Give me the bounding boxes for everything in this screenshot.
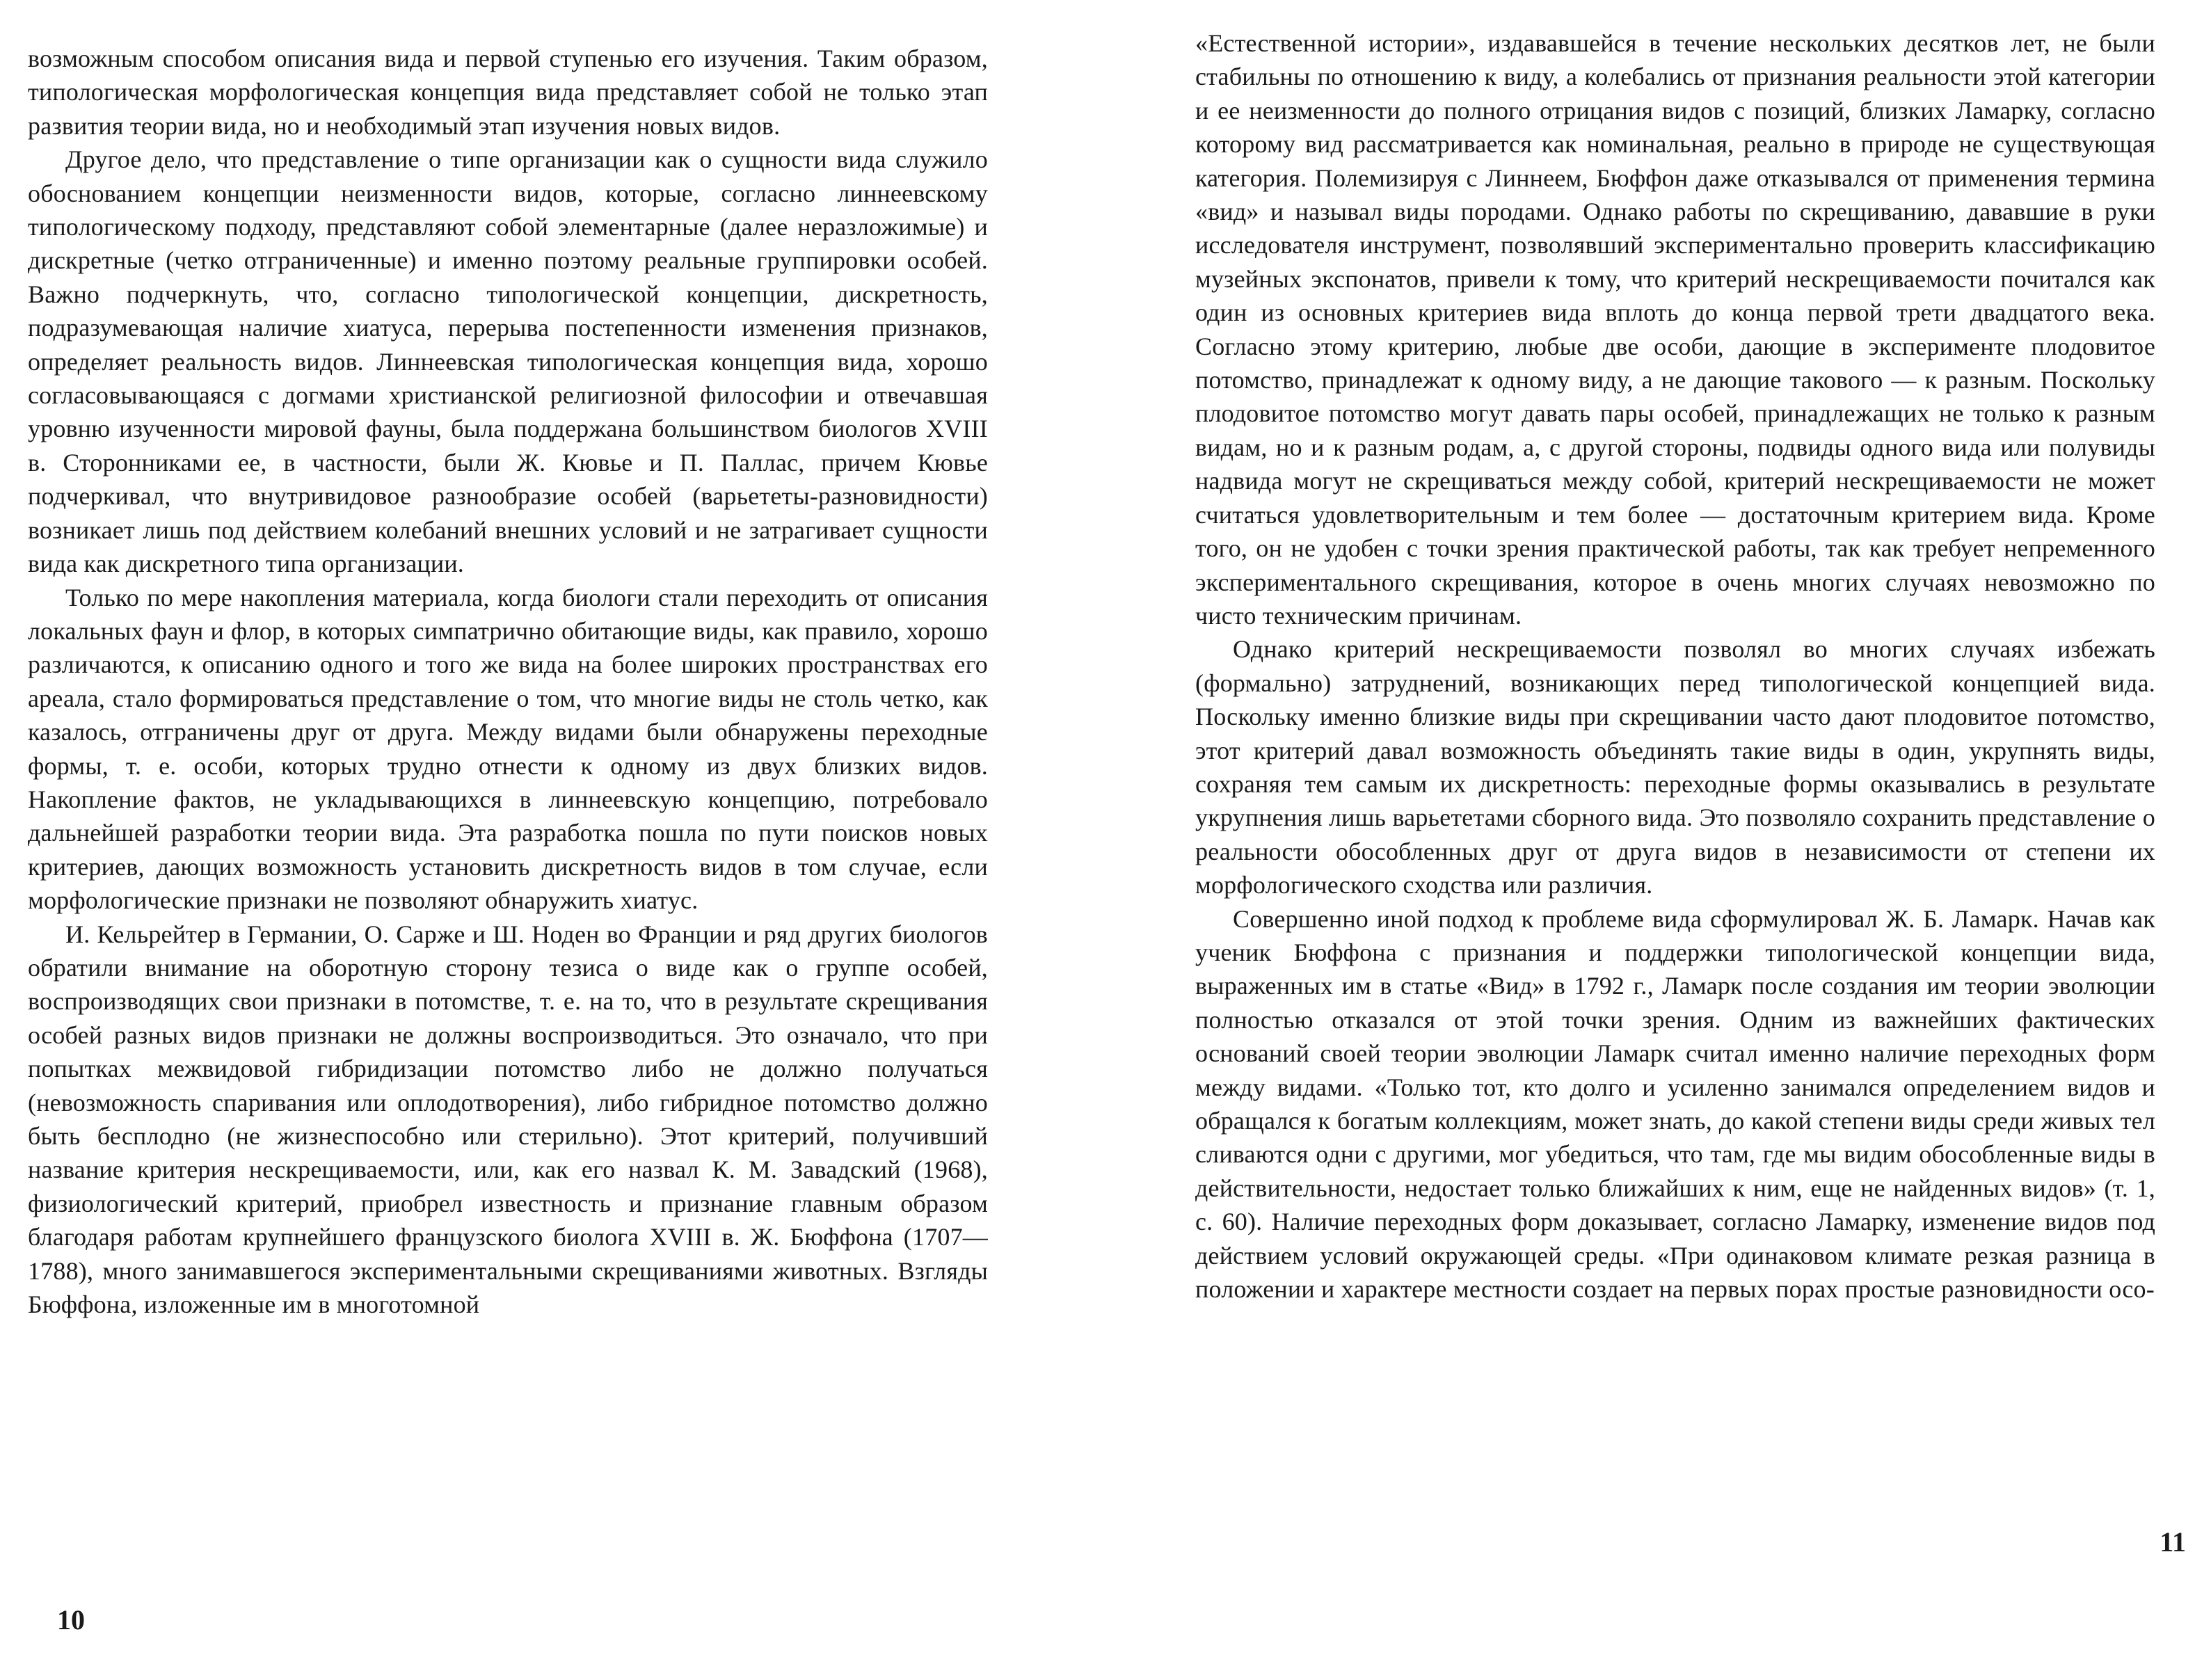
- right-page-number: 11: [2160, 1526, 2186, 1558]
- left-paragraph-3: Только по мере накопления материала, когда биологи стали переходить от описания локальных фаун и флор, в которых симпатрично обитающие виды, как правило, хорошо различаются, к описанию одного и того же вида на более широких пространствах его ареала, стало формироваться представление о том, что многие виды не столь четко, как казалось, отграничены друг от друга. Между видами были обнаружены переходные формы, т. е. особи, которых трудно отнести к одному из двух близких видов. Накопление фактов, не укладывающихся в линнеевскую концепцию, потребовало дальнейшей разработки теории вида. Эта разработка пошла по пути поисков новых критериев, дающих возможность установить дискретность видов в том случае, если морфологические признаки не позволяют обнаружить хиатус.: [28, 583, 988, 915]
- left-page: [28, 42, 988, 1663]
- left-paragraph-1: возможным способом описания вида и первой ступенью его изучения. Таким образом, типологическая морфологическая концепция вида представляет собой не только этап развития теории вида, но и необходимый этап изучения новых видов.: [28, 45, 988, 140]
- right-paragraph-2: Однако критерий нескрещиваемости позволял во многих случаях избежать (формально) затруднений, возникающих перед типологической концепцией вида. Поскольку именно близкие виды при скрещивании часто дают плодовитое потомство, этот критерий давал возможность объединять такие виды в один, укрупнять виды, сохраняя тем самым их дискретность: переходные формы оказывались в результате укрупнения лишь варьететами сборного вида. Это позволяло сохранить представление о реальности обособленных друг от друга видов в независимости от степени их морфологического сходства или различия.: [1195, 635, 2155, 899]
- left-paragraph-4: И. Кельрейтер в Германии, О. Сарже и Ш. Ноден во Франции и ряд других биологов обратили внимание на оборотную сторону тезиса о виде как о группе особей, воспроизводящих свои признаки в потомстве, т. е. на то, что в результате скрещивания особей разных видов признаки не должны воспроизводиться. Это означало, что при попытках межвидовой гибридизации потомство либо не должно получаться (невозможность спаривания или оплодотворения), либо гибридное потомство должно быть бесплодно (не жизнеспособно или стерильно). Этот критерий, получивший название критерия нескрещиваемости, или, как его назвал К. М. Завадский (1968), физиологический критерий, приобрел известность и признание главным образом благодаря работам крупнейшего французского биолога XVIII в. Ж. Бюффона (1707—1788), много занимавшегося экспериментальными скрещиваниями животных. Взгляды Бюффона, изложенные им в многотомной: [28, 920, 988, 1319]
- book-gutter: [1085, 0, 1087, 1680]
- right-paragraph-3: Совершенно иной подход к проблеме вида сформулировал Ж. Б. Ламарк. Начав как ученик Бюффона с признания и поддержки типологической концепции вида, выраженных им в статье «Вид» в 1792 г., Ламарк после создания им теории эволюции полностью отказался от этой точки зрения. Одним из важнейших фактических оснований своей теории эволюции Ламарк считал именно наличие переходных форм между видами. «Только тот, кто долго и усиленно занимался определением видов и обращался к богатым коллекциям, может знать, до какой степени виды среди живых тел сливаются одни с другими, мог убедиться, что там, где мы видим обособленные виды в действительности, недостает только ближайших к ним, еще не найденных видов» (т. 1, с. 60). Наличие переходных форм доказывает, согласно Ламарку, изменение видов под действием условий окружающей среды. «При одинаковом климате резкая разница в положении и характере местности создает на первых порах простые разновидности осо-: [1195, 904, 2155, 1304]
- right-page-body: [1195, 26, 2155, 1306]
- left-page-body: [28, 42, 988, 1321]
- left-paragraph-2: Другое дело, что представление о типе организации как о сущности вида служило обоснованием концепции неизменности видов, которые, согласно линнеевскому типологическому подходу, представляют собой элементарные (далее неразложимые) и дискретные (четко отграниченные) и именно поэтому реальные группировки особей. Важно подчеркнуть, что, согласно типологической концепции, дискретность, подразумевающая наличие хиатуса, перерыва постепенности изменения признаков, определяет реальность видов. Линнеевская типологическая концепция вида, хорошо согласовывающаяся с догмами христианской религиозной философии и отвечавшая уровню изученности мировой фауны, была поддержана большинством биологов XVIII в. Сторонниками ее, в частности, были Ж. Кювье и П. Паллас, причем Кювье подчеркивал, что внутривидовое разнообразие особей (варьететы-разновидности) возникает лишь под действием колебаний внешних условий и не затрагивает сущности вида как дискретного типа организации.: [28, 145, 988, 578]
- left-page-number: 10: [57, 1604, 85, 1635]
- right-page: [1195, 26, 2186, 1647]
- right-paragraph-1: «Естественной истории», издававшейся в течение нескольких десятков лет, не были стабильны по отношению к виду, а колебались от признания реальности этой категории и ее неизменности до полного отрицания видов с позиций, близких Ламарку, согласно которому вид рассматривается как номинальная, реально в природе не существующая категория. Полемизируя с Линнеем, Бюффон даже отказывался от применения термина «вид» и называл виды породами. Однако работы по скрещиванию, дававшие в руки исследователя инструмент, позволявший экспериментально проверить классификацию музейных экспонатов, привели к тому, что критерий нескрещиваемости почитался как один из основных критериев вида вплоть до конца первой трети двадцатого века. Согласно этому критерию, любые две особи, дающие в эксперименте плодовитое потомство, принадлежат к одному виду, а не дающие такового — к разным. Поскольку плодовитое потомство могут давать пары особей, принадлежащих не только к разным видам, но и к разным родам, а, с другой стороны, подвиды одного вида или полувиды надвида могут не скрещиваться между собой, критерий нескрещиваемости не может считаться удовлетворительным и тем более — достаточным критерием вида. Кроме того, он не удобен с точки зрения практической работы, так как требует непременного экспериментального скрещивания, которое в очень многих случаях невозможно по чисто техническим причинам.: [1195, 29, 2155, 630]
